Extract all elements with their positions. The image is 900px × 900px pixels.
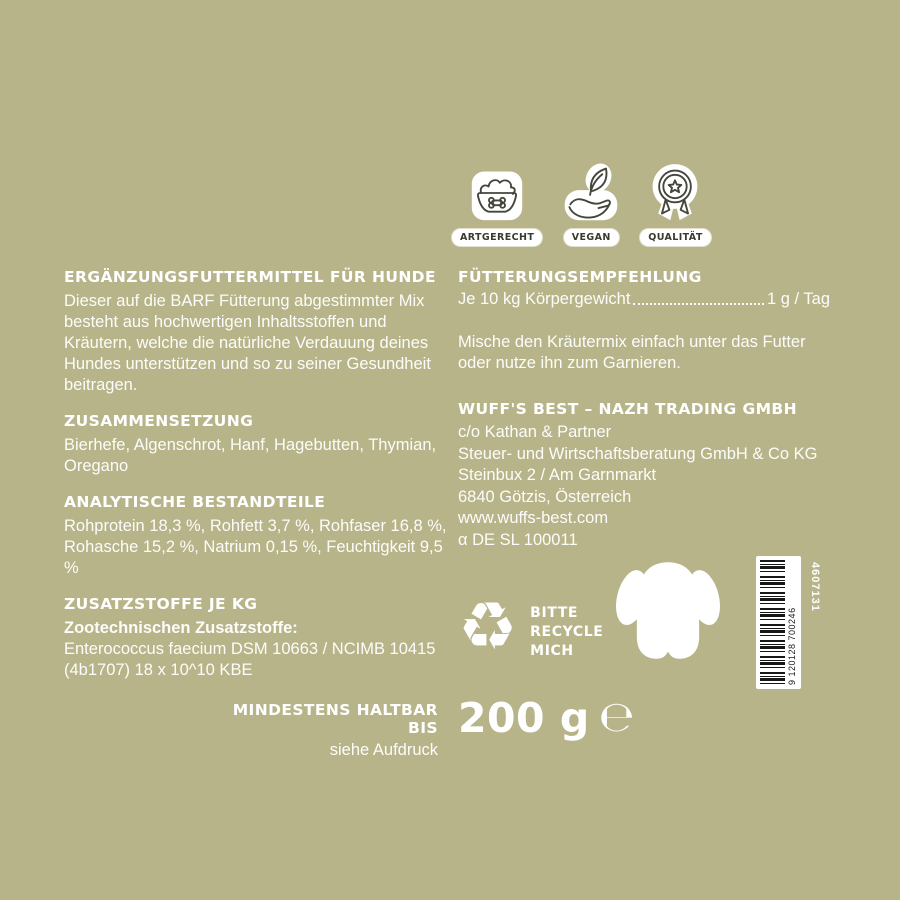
badge-qualitaet: [640, 162, 710, 246]
section-composition: [64, 412, 452, 477]
dose-value: 1 g / Tag: [767, 290, 830, 308]
best-before-note: siehe Aufdruck: [329, 741, 438, 759]
composition-body: Bierhefe, Algenschrot, Hanf, Hagebutten, Thymian, Oregano: [64, 436, 437, 475]
net-weight-value: 200 g: [458, 694, 590, 742]
feeding-note: Mische den Kräutermix einfach unter das Futter oder nutze ihn zum Garnieren.: [458, 333, 806, 372]
dose-label: Je 10 kg Körpergewicht: [458, 290, 631, 308]
right-column: [458, 268, 830, 551]
address-line: Steinbux 2 / Am Garnmarkt: [458, 466, 657, 484]
additives-heading: ZUSATZSTOFFE JE KG: [64, 595, 258, 613]
recycle-line: BITTE: [530, 605, 579, 621]
manufacturer-heading: WUFF'S BEST – NAZH TRADING GMBH: [458, 400, 797, 418]
additives-body: Enterococcus faecium DSM 10663 / NCIMB 10415 (4b1707) 18 x 10^10 KBE: [64, 640, 436, 679]
badge-label-qualitaet: QUALITÄT: [640, 229, 710, 246]
medal-icon: [647, 162, 703, 224]
recycle-note: [530, 604, 603, 661]
section-analytical: [64, 493, 452, 579]
description-body: Dieser auf die BARF Fütterung abgestimmter Mix besteht aus hochwertigen Inhaltsstoffen und Kräutern, welche die natürliche Verdauung deines Hundes unterstützen und so zu seiner Gesundheit beitragen.: [64, 292, 431, 394]
recycle-icon: ♻: [458, 588, 518, 665]
recycle-block: [458, 588, 604, 665]
barcode-number: 9 120128 700246: [787, 607, 797, 685]
badge-label-vegan: VEGAN: [564, 229, 619, 246]
net-weight-block: [458, 694, 635, 742]
section-feeding: [458, 268, 830, 374]
barcode-side-number: 4607131: [809, 562, 821, 612]
website-line: www.wuffs-best.com: [458, 509, 609, 527]
claim-badges: [452, 162, 711, 246]
hand-leaf-icon: [562, 162, 620, 224]
dose-row: [458, 290, 830, 309]
address-line: Steuer- und Wirtschaftsberatung GmbH & Co KG: [458, 444, 818, 463]
barcode-bars: [760, 560, 785, 685]
badge-label-artgerecht: ARTGERECHT: [452, 229, 542, 246]
barcode: [756, 556, 801, 689]
manufacturer-block: [458, 400, 830, 551]
recycle-line: MICH: [530, 643, 574, 659]
dots-leader: [633, 303, 764, 305]
left-column: [64, 268, 452, 697]
additives-subheading: Zootechnischen Zusatzstoffe:: [64, 619, 298, 637]
dog-silhouette: [614, 558, 722, 667]
badge-artgerecht: [452, 162, 542, 246]
analytical-heading: ANALYTISCHE BESTANDTEILE: [64, 493, 326, 511]
best-before-block: [200, 701, 438, 760]
feeding-heading: FÜTTERUNGSEMPFEHLUNG: [458, 268, 702, 286]
analytical-body: Rohprotein 18,3 %, Rohfett 3,7 %, Rohfaser 16,8 %, Rohasche 15,2 %, Natrium 0,15 %, Feuchtigkeit 9,5 %: [64, 517, 447, 577]
badge-vegan: [562, 162, 620, 246]
best-before-heading: MINDESTENS HALTBAR BIS: [232, 701, 438, 737]
section-description: [64, 268, 452, 396]
dog-bowl-icon: [469, 162, 525, 224]
section-additives: [64, 595, 452, 681]
approval-number-line: α DE SL 100011: [458, 530, 578, 549]
description-heading: ERGÄNZUNGSFUTTERMITTEL FÜR HUNDE: [64, 268, 436, 286]
composition-heading: ZUSAMMENSETZUNG: [64, 412, 254, 430]
recycle-line: RECYCLE: [530, 624, 604, 640]
address-line: c/o Kathan & Partner: [458, 423, 612, 441]
estimated-sign: ℮: [598, 692, 635, 741]
address-line: 6840 Götzis, Österreich: [458, 487, 632, 506]
